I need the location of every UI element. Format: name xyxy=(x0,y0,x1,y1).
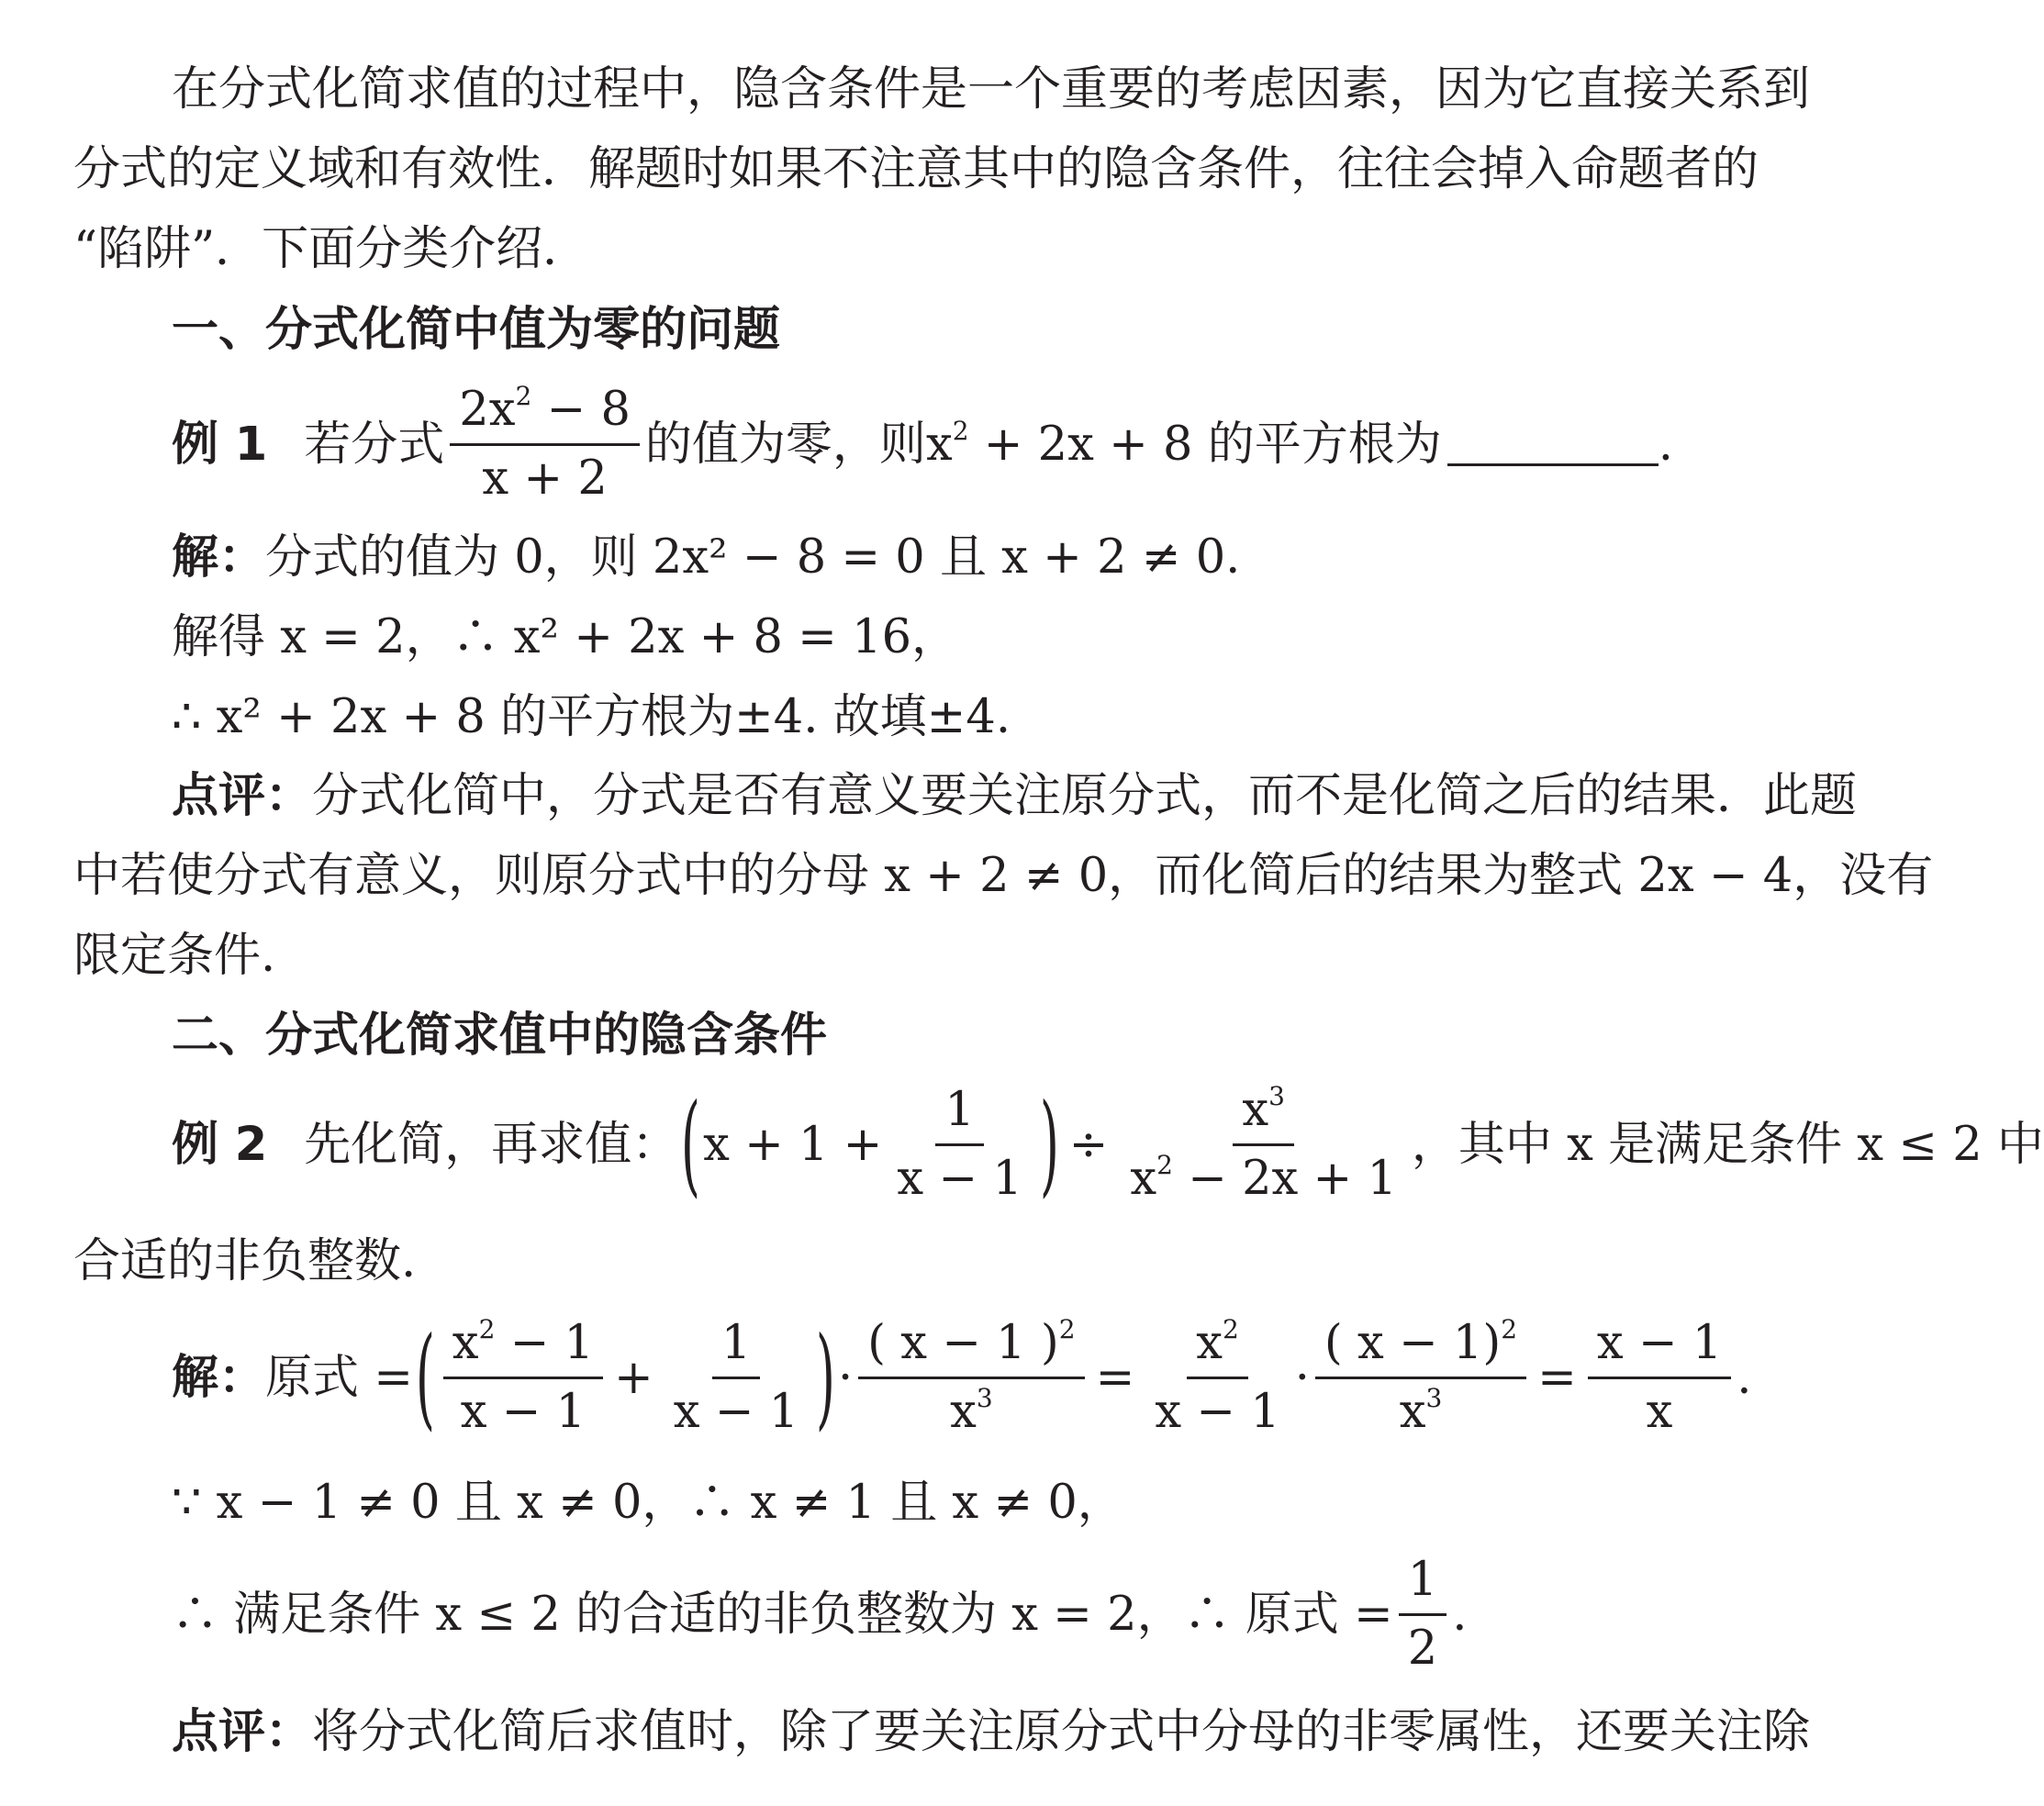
equals-sign-1: = xyxy=(1095,1350,1135,1405)
solution2-fraction-b xyxy=(665,1314,808,1442)
solution2-end: . xyxy=(1737,1350,1752,1405)
section2-heading: 二、分式化简求值中的隐含条件 xyxy=(172,1009,828,1063)
right-paren: ) xyxy=(1039,1080,1059,1209)
dot-operator: · xyxy=(837,1350,854,1405)
solution2-fraction-a xyxy=(443,1314,603,1442)
solution2-fraction-e xyxy=(1315,1314,1526,1442)
solution2-line-3-text: ∴ 满足条件 x ≤ 2 的合适的非负整数为 x = 2，∴ 原式 = xyxy=(172,1587,1393,1642)
example1-expression: $x^2 + 2x + 8$ 的平方根为 xyxy=(925,415,1442,472)
solution1-line-3: ∴ x² + 2x + 8 的平方根为±4. 故填±4. xyxy=(172,690,1011,744)
result-fraction-numerator: 1 xyxy=(1399,1551,1446,1616)
solution1-line-1 xyxy=(172,530,1240,585)
example2-fraction-2 xyxy=(1121,1081,1406,1209)
example2-fraction-1 xyxy=(888,1081,1031,1209)
solution2-fraction-f-denominator: x xyxy=(1646,1385,1673,1439)
equals-sign-2: = xyxy=(1537,1350,1577,1405)
intro-line-2: 分式的定义域和有效性．解题时如果不注意其中的隐含条件，往往会掉入命题者的 xyxy=(73,142,1759,196)
example1-question xyxy=(172,381,1673,508)
solution2-fraction-d xyxy=(1145,1314,1289,1442)
example1-label: 例 1 xyxy=(172,417,268,472)
example2-fraction-2-numerator: $x^3$ xyxy=(1233,1081,1294,1146)
solution2-line-2: ∵ x − 1 ≠ 0 且 x ≠ 0，∴ x ≠ 1 且 x ≠ 0， xyxy=(172,1476,1124,1530)
solution2-prefix: 原式 = xyxy=(265,1350,413,1405)
comment2-line-1 xyxy=(172,1705,1810,1760)
solution1-line-2: 解得 x = 2，∴ x² + 2x + 8 = 16， xyxy=(172,610,959,664)
example2-label: 例 2 xyxy=(172,1117,268,1172)
solution2-line-3-end: . xyxy=(1452,1587,1468,1642)
example2-fraction-2-denominator: $x^2 - 2x + 1$ xyxy=(1130,1150,1397,1206)
intro-line-3: “陷阱”．下面分类介绍． xyxy=(73,222,590,276)
example2-suffix: ，其中 x 是满足条件 x ≤ 2 中 xyxy=(1411,1117,2044,1172)
solution2-fraction-b-numerator: 1 xyxy=(712,1314,760,1379)
solution2-fraction-e-numerator: ( x − 1)$^2$ xyxy=(1315,1314,1526,1379)
comment2-text-1: 将分式化简后求值时，除了要关注原分式中分母的非零属性，还要关注除 xyxy=(312,1705,1811,1759)
solution1-label: 解： xyxy=(172,530,266,585)
solution2-fraction-c xyxy=(858,1314,1084,1442)
solution2-fraction-a-denominator: x − 1 xyxy=(460,1385,586,1439)
answer-blank xyxy=(1447,423,1659,466)
example2-prefix: 先化简，再求值： xyxy=(304,1117,679,1172)
comment2-label: 点评： xyxy=(172,1705,313,1759)
solution2-fraction-c-denominator: $x^3$ xyxy=(950,1383,993,1439)
solution2-fraction-b-denominator: x − 1 xyxy=(673,1385,799,1439)
result-fraction xyxy=(1399,1551,1446,1678)
example1-fraction-numerator: $2x^2 - 8$ xyxy=(450,381,640,446)
example2-line-2: 合适的非负整数. xyxy=(73,1234,417,1288)
example1-prefix: 若分式 xyxy=(304,417,445,472)
comment1-label: 点评： xyxy=(172,769,313,823)
example1-fraction xyxy=(450,381,640,508)
solution2-fraction-f-numerator: x − 1 xyxy=(1588,1314,1731,1379)
solution2-fraction-a-numerator: $x^2 - 1$ xyxy=(443,1314,603,1379)
comment1-line-1 xyxy=(172,769,1857,824)
plus-sign: + xyxy=(614,1350,653,1405)
solution2-line-1 xyxy=(172,1314,1751,1442)
comment1-text-1: 分式化简中，分式是否有意义要关注原分式，而不是化简之后的结果．此题 xyxy=(312,769,1858,823)
solution2-line-3 xyxy=(172,1551,1467,1678)
division-sign: ÷ xyxy=(1068,1117,1109,1172)
example2-paren-term: x + 1 + xyxy=(703,1117,883,1172)
section1-heading: 一、分式化简中值为零的问题 xyxy=(172,303,781,357)
comment1-line-3: 限定条件. xyxy=(73,929,276,983)
solution1-text-1: 分式的值为 0，则 2x² − 8 = 0 且 x + 2 ≠ 0. xyxy=(265,530,1241,585)
intro-line-1: 在分式化简求值的过程中，隐含条件是一个重要的考虑因素，因为它直接关系到 xyxy=(172,62,1811,117)
example1-mid: 的值为零，则 xyxy=(644,417,926,472)
comment1-line-2: 中若使分式有意义，则原分式中的分母 x + 2 ≠ 0，而化简后的结果为整式 2x − 4，没有 xyxy=(73,849,1934,903)
solution2-fraction-d-denominator: x − 1 xyxy=(1155,1385,1280,1439)
example1-end: . xyxy=(1658,417,1673,472)
left-paren-2: ( xyxy=(415,1313,435,1442)
solution2-fraction-d-numerator: $x^2$ xyxy=(1187,1314,1248,1379)
solution2-label: 解： xyxy=(172,1350,266,1405)
result-fraction-denominator: 2 xyxy=(1407,1622,1438,1676)
left-paren: ( xyxy=(681,1080,701,1209)
solution2-fraction-f xyxy=(1588,1314,1731,1442)
right-paren-2: ) xyxy=(815,1313,836,1442)
example1-fraction-denominator: x + 2 xyxy=(482,452,608,506)
example2-fraction-1-numerator: 1 xyxy=(935,1081,983,1146)
solution2-fraction-e-denominator: $x^3$ xyxy=(1399,1383,1443,1439)
example2-fraction-1-denominator: x − 1 xyxy=(897,1152,1022,1206)
solution2-fraction-c-numerator: ( x − 1 )$^2$ xyxy=(858,1314,1084,1379)
dot-operator-2: · xyxy=(1294,1350,1310,1405)
example2-question xyxy=(172,1081,2044,1209)
